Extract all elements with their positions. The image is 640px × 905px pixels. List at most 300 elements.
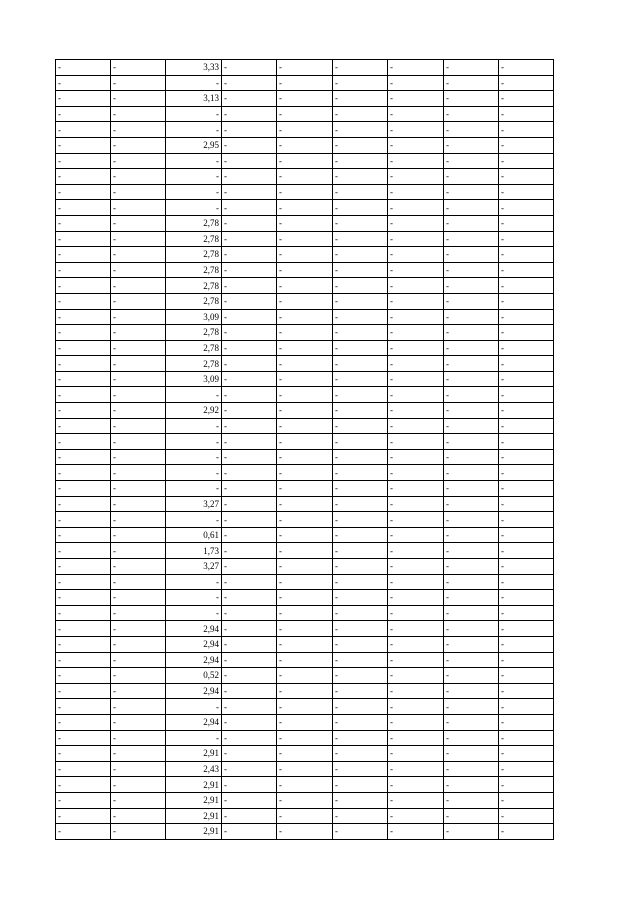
table-cell: - bbox=[277, 231, 333, 247]
table-row bbox=[56, 574, 554, 590]
table-cell: - bbox=[56, 636, 111, 652]
table-cell: - bbox=[388, 403, 444, 419]
table-cell: - bbox=[277, 699, 333, 715]
table-cell: - bbox=[333, 122, 388, 138]
table-cell: - bbox=[111, 60, 166, 76]
table-cell: - bbox=[222, 527, 277, 543]
table-cell: - bbox=[333, 403, 388, 419]
table-cell: - bbox=[277, 496, 333, 512]
table-cell: - bbox=[111, 200, 166, 216]
table-cell: - bbox=[499, 777, 554, 793]
table-cell: - bbox=[388, 309, 444, 325]
table-cell: - bbox=[277, 449, 333, 465]
table-cell: - bbox=[111, 621, 166, 637]
table-cell: - bbox=[333, 169, 388, 185]
table-cell: - bbox=[222, 574, 277, 590]
table-row bbox=[56, 75, 554, 91]
table-cell: - bbox=[56, 371, 111, 387]
table-cell: - bbox=[222, 714, 277, 730]
table-cell: - bbox=[333, 356, 388, 372]
table-row bbox=[56, 122, 554, 138]
table-cell: - bbox=[444, 512, 499, 528]
table-cell: - bbox=[277, 621, 333, 637]
table-cell: - bbox=[333, 434, 388, 450]
table-cell: - bbox=[333, 590, 388, 606]
table-cell: - bbox=[388, 746, 444, 762]
table-cell: - bbox=[277, 309, 333, 325]
table-cell: - bbox=[333, 309, 388, 325]
table-cell: - bbox=[388, 559, 444, 575]
table-cell: - bbox=[56, 231, 111, 247]
table-cell: - bbox=[277, 403, 333, 419]
table-row bbox=[56, 325, 554, 341]
table-cell: - bbox=[111, 278, 166, 294]
table-row bbox=[56, 543, 554, 559]
table-cell: - bbox=[499, 543, 554, 559]
table-cell: - bbox=[111, 574, 166, 590]
table-cell: - bbox=[444, 169, 499, 185]
table-cell: - bbox=[277, 122, 333, 138]
table-cell: - bbox=[499, 169, 554, 185]
table-cell: - bbox=[56, 153, 111, 169]
table-cell: - bbox=[499, 262, 554, 278]
table-cell: - bbox=[333, 60, 388, 76]
table-cell: - bbox=[222, 808, 277, 824]
table-cell: - bbox=[166, 699, 222, 715]
table-cell: - bbox=[333, 559, 388, 575]
table-row bbox=[56, 356, 554, 372]
table-cell: - bbox=[277, 325, 333, 341]
table-cell: - bbox=[56, 356, 111, 372]
table-cell: - bbox=[277, 215, 333, 231]
table-cell: - bbox=[56, 106, 111, 122]
table-cell: - bbox=[166, 169, 222, 185]
table-row bbox=[56, 153, 554, 169]
table-cell: - bbox=[277, 746, 333, 762]
table-cell: - bbox=[56, 761, 111, 777]
table-cell: - bbox=[499, 247, 554, 263]
table-cell: - bbox=[277, 636, 333, 652]
table-cell: - bbox=[444, 714, 499, 730]
table-cell: - bbox=[111, 293, 166, 309]
table-cell: - bbox=[111, 792, 166, 808]
table-cell: - bbox=[333, 683, 388, 699]
table-cell: - bbox=[222, 683, 277, 699]
table-cell: - bbox=[111, 325, 166, 341]
table-cell: - bbox=[111, 137, 166, 153]
table-cell: - bbox=[56, 200, 111, 216]
table-cell: - bbox=[388, 137, 444, 153]
table-cell: - bbox=[333, 761, 388, 777]
table-cell: - bbox=[277, 792, 333, 808]
table-cell: - bbox=[444, 605, 499, 621]
table-cell: - bbox=[56, 590, 111, 606]
table-cell: - bbox=[277, 683, 333, 699]
table-cell: - bbox=[166, 605, 222, 621]
table-cell: - bbox=[111, 590, 166, 606]
table-cell: - bbox=[111, 403, 166, 419]
table-cell: - bbox=[333, 699, 388, 715]
table-row bbox=[56, 403, 554, 419]
table-cell: - bbox=[277, 668, 333, 684]
table-cell: - bbox=[56, 824, 111, 840]
table-cell: - bbox=[444, 683, 499, 699]
table-row bbox=[56, 137, 554, 153]
table-cell: - bbox=[111, 75, 166, 91]
table-cell: - bbox=[56, 169, 111, 185]
table-cell: - bbox=[222, 465, 277, 481]
table-cell: - bbox=[56, 465, 111, 481]
table-cell: - bbox=[56, 512, 111, 528]
table-cell: - bbox=[499, 293, 554, 309]
table-cell: - bbox=[166, 122, 222, 138]
table-cell: - bbox=[222, 605, 277, 621]
table-cell: - bbox=[333, 293, 388, 309]
table-cell: - bbox=[444, 340, 499, 356]
table-cell: - bbox=[388, 590, 444, 606]
table-cell: - bbox=[111, 481, 166, 497]
table-cell: - bbox=[111, 215, 166, 231]
table-cell: - bbox=[111, 371, 166, 387]
table-cell: - bbox=[111, 169, 166, 185]
table-cell: - bbox=[388, 356, 444, 372]
table-cell: - bbox=[388, 106, 444, 122]
table-cell: - bbox=[333, 75, 388, 91]
table-cell: - bbox=[277, 371, 333, 387]
table-cell: - bbox=[56, 652, 111, 668]
table-cell: 2,91 bbox=[166, 777, 222, 793]
table-cell: - bbox=[56, 449, 111, 465]
table-cell: - bbox=[277, 512, 333, 528]
table-cell: - bbox=[444, 247, 499, 263]
table-row bbox=[56, 714, 554, 730]
table-cell: - bbox=[111, 418, 166, 434]
table-cell: 2,78 bbox=[166, 278, 222, 294]
table-cell: - bbox=[444, 559, 499, 575]
table-cell: - bbox=[277, 91, 333, 107]
table-cell: - bbox=[277, 418, 333, 434]
table-cell: - bbox=[222, 184, 277, 200]
table-row bbox=[56, 418, 554, 434]
table-cell: - bbox=[333, 200, 388, 216]
table-cell: - bbox=[56, 777, 111, 793]
table-cell: - bbox=[388, 449, 444, 465]
table-cell: - bbox=[222, 60, 277, 76]
table-cell: - bbox=[499, 512, 554, 528]
table-row bbox=[56, 387, 554, 403]
table-cell: - bbox=[166, 418, 222, 434]
table-cell: - bbox=[277, 434, 333, 450]
table-cell: - bbox=[333, 746, 388, 762]
table-row bbox=[56, 496, 554, 512]
table-cell: - bbox=[277, 262, 333, 278]
table-cell: - bbox=[56, 699, 111, 715]
table-cell: 2,43 bbox=[166, 761, 222, 777]
table-cell: - bbox=[388, 636, 444, 652]
table-cell: - bbox=[499, 449, 554, 465]
table-row bbox=[56, 184, 554, 200]
table-row bbox=[56, 215, 554, 231]
table-cell: - bbox=[222, 761, 277, 777]
table-cell: - bbox=[222, 91, 277, 107]
table-row bbox=[56, 792, 554, 808]
table-cell: - bbox=[222, 792, 277, 808]
table-cell: - bbox=[277, 590, 333, 606]
table-cell: - bbox=[111, 730, 166, 746]
table-cell: - bbox=[56, 730, 111, 746]
table-cell: - bbox=[277, 387, 333, 403]
table-cell: - bbox=[222, 153, 277, 169]
table-cell: - bbox=[499, 652, 554, 668]
table-row bbox=[56, 699, 554, 715]
table-cell: - bbox=[111, 824, 166, 840]
table-row bbox=[56, 559, 554, 575]
table-cell: - bbox=[388, 605, 444, 621]
table-cell: - bbox=[333, 621, 388, 637]
table-cell: 3,27 bbox=[166, 496, 222, 512]
table-cell: - bbox=[499, 465, 554, 481]
table-cell: - bbox=[499, 621, 554, 637]
table-cell: 2,91 bbox=[166, 792, 222, 808]
table-cell: - bbox=[333, 449, 388, 465]
table-cell: - bbox=[277, 605, 333, 621]
table-cell: - bbox=[111, 808, 166, 824]
table-cell: - bbox=[222, 340, 277, 356]
table-cell: - bbox=[277, 137, 333, 153]
table-cell: - bbox=[277, 75, 333, 91]
table-cell: - bbox=[333, 340, 388, 356]
table-cell: - bbox=[277, 60, 333, 76]
table-cell: - bbox=[444, 371, 499, 387]
table-cell: - bbox=[111, 512, 166, 528]
table-cell: - bbox=[388, 371, 444, 387]
table-cell: - bbox=[444, 200, 499, 216]
table-row bbox=[56, 309, 554, 325]
table-cell: 2,94 bbox=[166, 636, 222, 652]
table-cell: - bbox=[111, 449, 166, 465]
table-cell: - bbox=[499, 91, 554, 107]
table-cell: - bbox=[499, 278, 554, 294]
table-cell: - bbox=[499, 636, 554, 652]
table-cell: - bbox=[444, 746, 499, 762]
table-cell: - bbox=[388, 574, 444, 590]
table-cell: - bbox=[444, 325, 499, 341]
table-cell: - bbox=[111, 543, 166, 559]
table-cell: - bbox=[277, 356, 333, 372]
table-row bbox=[56, 293, 554, 309]
table-cell: - bbox=[111, 106, 166, 122]
table-cell: - bbox=[499, 808, 554, 824]
table-cell: - bbox=[499, 387, 554, 403]
table-cell: - bbox=[388, 730, 444, 746]
table-row bbox=[56, 512, 554, 528]
table-cell: - bbox=[333, 325, 388, 341]
table-cell: - bbox=[499, 496, 554, 512]
table-cell: - bbox=[333, 153, 388, 169]
table-cell: - bbox=[56, 278, 111, 294]
table-cell: - bbox=[499, 527, 554, 543]
table-cell: - bbox=[166, 481, 222, 497]
table-cell: - bbox=[499, 371, 554, 387]
table-cell: - bbox=[388, 699, 444, 715]
table-cell: - bbox=[499, 60, 554, 76]
table-row bbox=[56, 278, 554, 294]
table-cell: - bbox=[444, 75, 499, 91]
table-cell: - bbox=[499, 137, 554, 153]
table-cell: - bbox=[222, 496, 277, 512]
table-cell: - bbox=[388, 91, 444, 107]
table-cell: - bbox=[56, 91, 111, 107]
table-cell: - bbox=[222, 325, 277, 341]
table-cell: - bbox=[499, 746, 554, 762]
table-cell: - bbox=[277, 543, 333, 559]
table-cell: 0,61 bbox=[166, 527, 222, 543]
table-cell: - bbox=[56, 668, 111, 684]
table-cell: - bbox=[499, 714, 554, 730]
table-cell: - bbox=[388, 75, 444, 91]
table-cell: - bbox=[222, 621, 277, 637]
table-cell: - bbox=[56, 496, 111, 512]
table-cell: - bbox=[444, 309, 499, 325]
table-row bbox=[56, 449, 554, 465]
table-cell: - bbox=[499, 730, 554, 746]
table-cell: - bbox=[277, 652, 333, 668]
table-cell: - bbox=[277, 153, 333, 169]
table-cell: - bbox=[388, 60, 444, 76]
table-cell: - bbox=[111, 777, 166, 793]
table-cell: - bbox=[222, 387, 277, 403]
table-cell: - bbox=[499, 231, 554, 247]
table-cell: - bbox=[333, 137, 388, 153]
table-cell: - bbox=[111, 122, 166, 138]
table-cell: - bbox=[444, 418, 499, 434]
table-cell: - bbox=[388, 184, 444, 200]
table-row bbox=[56, 824, 554, 840]
table-cell: 2,94 bbox=[166, 621, 222, 637]
table-cell: - bbox=[56, 309, 111, 325]
table-cell: - bbox=[222, 356, 277, 372]
table-cell: - bbox=[222, 418, 277, 434]
table-cell: 2,91 bbox=[166, 746, 222, 762]
table-cell: 1,73 bbox=[166, 543, 222, 559]
table-cell: - bbox=[388, 824, 444, 840]
table-cell: - bbox=[111, 262, 166, 278]
table-cell: - bbox=[222, 668, 277, 684]
table-cell: - bbox=[444, 278, 499, 294]
table-cell: - bbox=[56, 574, 111, 590]
table-cell: - bbox=[166, 387, 222, 403]
table-cell: - bbox=[444, 122, 499, 138]
table-row bbox=[56, 247, 554, 263]
table-cell: - bbox=[277, 200, 333, 216]
table-cell: - bbox=[111, 340, 166, 356]
table-cell: - bbox=[333, 652, 388, 668]
table-cell: - bbox=[499, 792, 554, 808]
table-row bbox=[56, 605, 554, 621]
table-cell: - bbox=[499, 184, 554, 200]
table-cell: - bbox=[222, 403, 277, 419]
table-cell: - bbox=[166, 106, 222, 122]
table-cell: - bbox=[444, 730, 499, 746]
table-cell: - bbox=[222, 652, 277, 668]
table-cell: - bbox=[56, 247, 111, 263]
table-cell: - bbox=[388, 278, 444, 294]
table-cell: - bbox=[277, 761, 333, 777]
table-cell: 3,13 bbox=[166, 91, 222, 107]
table-cell: - bbox=[277, 184, 333, 200]
table-cell: - bbox=[111, 91, 166, 107]
table-cell: - bbox=[388, 496, 444, 512]
table-cell: - bbox=[166, 512, 222, 528]
table-row bbox=[56, 527, 554, 543]
table-cell: - bbox=[444, 761, 499, 777]
table-cell: - bbox=[333, 730, 388, 746]
table-cell: - bbox=[111, 356, 166, 372]
table-cell: - bbox=[388, 418, 444, 434]
table-cell: - bbox=[499, 340, 554, 356]
table-cell: - bbox=[277, 465, 333, 481]
table-cell: - bbox=[222, 309, 277, 325]
table-cell: - bbox=[56, 559, 111, 575]
table-cell: - bbox=[388, 714, 444, 730]
table-cell: - bbox=[56, 387, 111, 403]
table-cell: - bbox=[56, 808, 111, 824]
table-cell: - bbox=[166, 184, 222, 200]
table-cell: - bbox=[499, 403, 554, 419]
table-cell: - bbox=[277, 340, 333, 356]
table-cell: - bbox=[111, 605, 166, 621]
table-row bbox=[56, 683, 554, 699]
table-cell: - bbox=[499, 325, 554, 341]
table-cell: - bbox=[56, 403, 111, 419]
table-cell: 2,94 bbox=[166, 714, 222, 730]
table-row bbox=[56, 371, 554, 387]
table-cell: - bbox=[111, 636, 166, 652]
table-cell: 3,09 bbox=[166, 371, 222, 387]
table-cell: - bbox=[277, 559, 333, 575]
table-cell: - bbox=[499, 215, 554, 231]
table-cell: - bbox=[444, 231, 499, 247]
table-row bbox=[56, 465, 554, 481]
table-cell: - bbox=[444, 137, 499, 153]
table-cell: - bbox=[277, 574, 333, 590]
table-cell: 0,52 bbox=[166, 668, 222, 684]
table-cell: 3,27 bbox=[166, 559, 222, 575]
table-cell: 2,78 bbox=[166, 262, 222, 278]
table-cell: - bbox=[388, 169, 444, 185]
table-cell: - bbox=[56, 792, 111, 808]
table-cell: - bbox=[56, 746, 111, 762]
table-cell: - bbox=[333, 792, 388, 808]
table-cell: 2,78 bbox=[166, 340, 222, 356]
table-cell: - bbox=[499, 668, 554, 684]
table-cell: - bbox=[222, 746, 277, 762]
table-cell: - bbox=[388, 247, 444, 263]
table-cell: - bbox=[388, 481, 444, 497]
table-cell: - bbox=[333, 184, 388, 200]
table-cell: - bbox=[388, 792, 444, 808]
table-cell: - bbox=[499, 590, 554, 606]
table-cell: - bbox=[499, 481, 554, 497]
table-row bbox=[56, 668, 554, 684]
table-cell: 2,78 bbox=[166, 356, 222, 372]
table-cell: - bbox=[499, 434, 554, 450]
table-cell: - bbox=[222, 122, 277, 138]
table-row bbox=[56, 340, 554, 356]
table-row bbox=[56, 200, 554, 216]
table-cell: - bbox=[333, 387, 388, 403]
table-cell: - bbox=[388, 293, 444, 309]
